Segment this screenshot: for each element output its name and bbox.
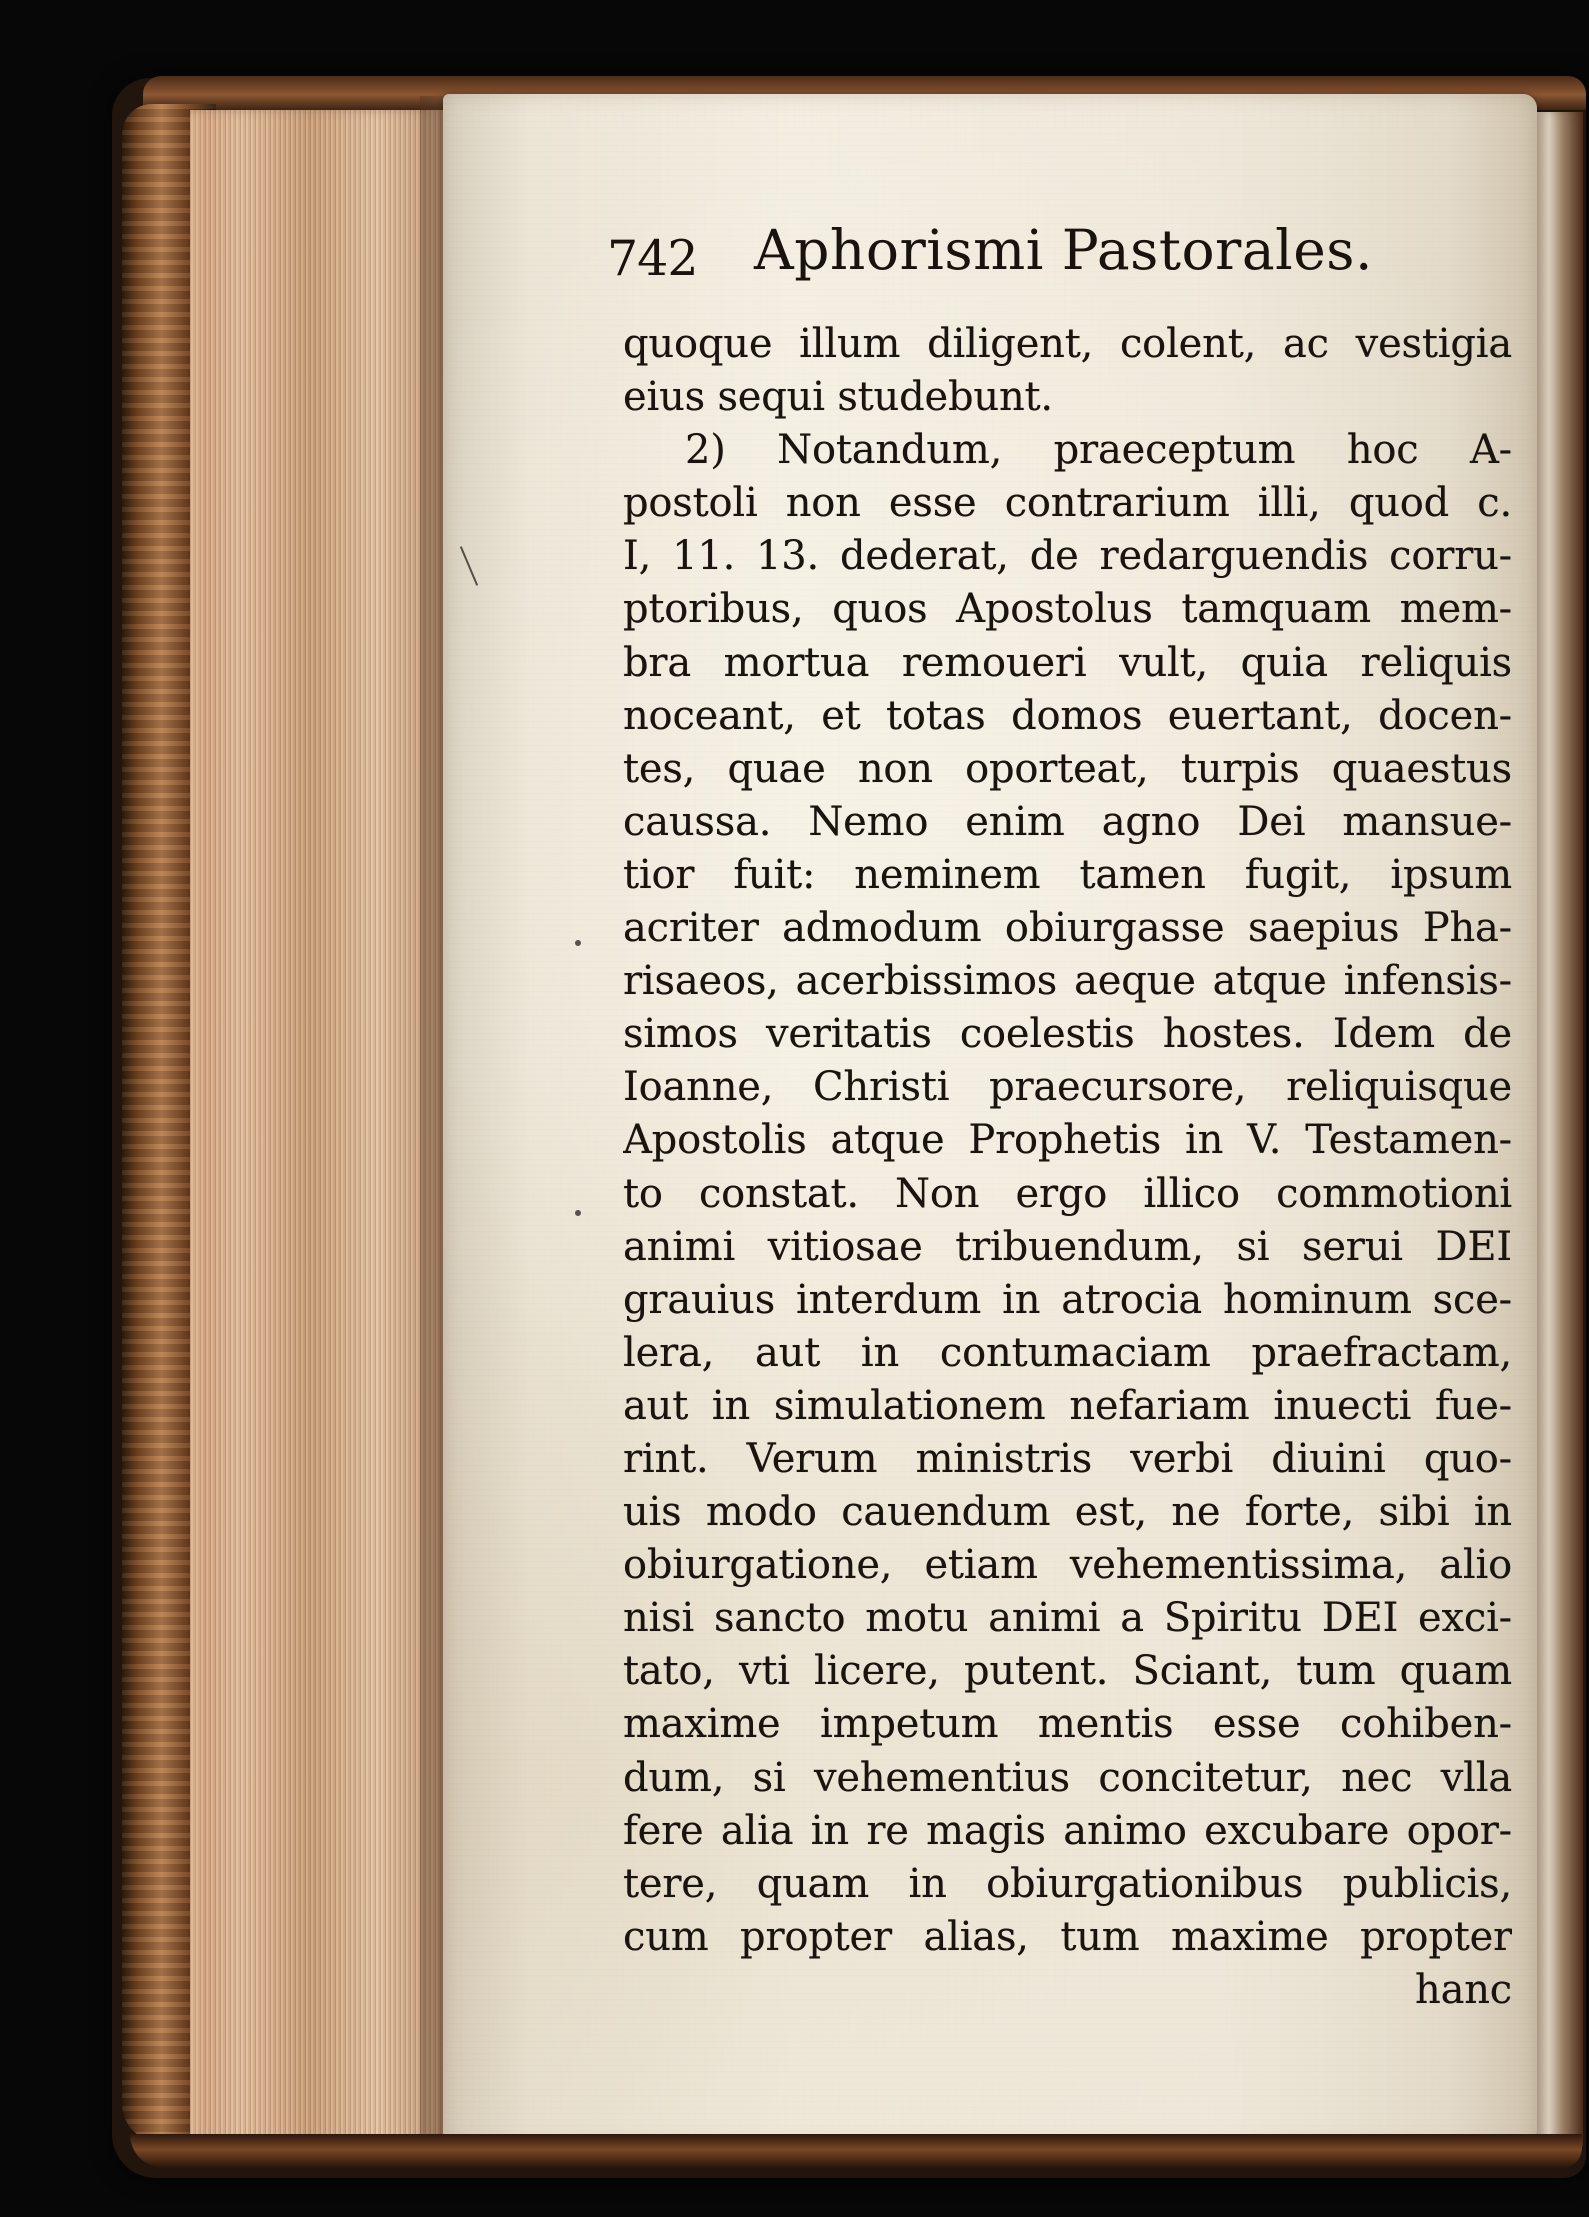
text-line: maxime impetum mentis esse cohiben- (623, 1701, 1512, 1748)
text-line: obiurgatione, etiam vehementissima, alio (623, 1542, 1512, 1589)
text-line: to constat. Non ergo illico commotioni (623, 1170, 1512, 1217)
text-line: aut in simulationem nefariam inuecti fue- (623, 1382, 1512, 1429)
text-line: bra mortua remoueri vult, quia reliquis (623, 639, 1512, 686)
text-line: fere alia in re magis animo excubare opor- (623, 1807, 1512, 1854)
text-line: quoque illum diligent, colent, ac vestigia (623, 321, 1512, 367)
text-line: risaeos, acerbissimos aeque atque infensis- (623, 958, 1512, 1005)
text-line: acriter admodum obiurgasse saepius Pha- (623, 905, 1512, 952)
text-line: postoli non esse contrarium illi, quod c. (623, 480, 1512, 527)
ink-speck (575, 940, 581, 946)
text-line: noceant, et totas domos euertant, docen- (623, 692, 1512, 739)
text-line: grauius interdum in atrocia hominum sce- (623, 1276, 1512, 1323)
text-line: Ioanne, Christi praecursore, reliquisque (623, 1064, 1512, 1111)
text-line: rint. Verum ministris verbi diuini quo- (623, 1435, 1512, 1482)
text-line: lera, aut in contumaciam praefractam, (623, 1329, 1512, 1376)
text-line: uis modo cauendum est, ne forte, sibi in (623, 1489, 1512, 1536)
opposite-page-edge (1537, 112, 1583, 2146)
text-line: 2) Notandum, praeceptum hoc A- (685, 427, 1512, 474)
catchword: hanc (1415, 1966, 1512, 2013)
running-title: Aphorismi Pastorales. (754, 218, 1373, 282)
bottom-cover-edge (130, 2134, 1582, 2168)
text-line: ptoribus, quos Apostolus tamquam mem- (623, 586, 1512, 633)
text-line: caussa. Nemo enim agno Dei mansue- (623, 798, 1512, 845)
page-header (607, 216, 1457, 306)
text-line: tes, quae non oporteat, turpis quaestus (623, 745, 1512, 792)
text-line: I, 11. 13. dederat, de redarguendis corru- (623, 533, 1512, 580)
page-block-edge (190, 110, 450, 2145)
text-line: nisi sancto motu animi a Spiritu DEI exci- (623, 1595, 1512, 1642)
page-number: 742 (607, 230, 698, 287)
printed-page (443, 94, 1537, 2144)
text-line: dum, si vehementius concitetur, nec vlla (623, 1754, 1512, 1801)
text-line: cum propter alias, tum maxime propter (623, 1913, 1512, 1960)
text-line: Apostolis atque Prophetis in V. Testamen- (623, 1117, 1512, 1164)
text-line: animi vitiosae tribuendum, si serui DEI (623, 1223, 1512, 1270)
text-line: simos veritatis coelestis hostes. Idem de (623, 1011, 1512, 1058)
text-line: eius sequi studebunt. (623, 374, 1053, 421)
latin-body-text (623, 318, 1512, 2017)
text-line: tior fuit: neminem tamen fugit, ipsum (623, 851, 1512, 898)
text-line: tere, quam in obiurgationibus publicis, (623, 1860, 1512, 1907)
ink-speck (575, 1210, 581, 1216)
text-line: tato, vti licere, putent. Sciant, tum quam (623, 1648, 1512, 1695)
